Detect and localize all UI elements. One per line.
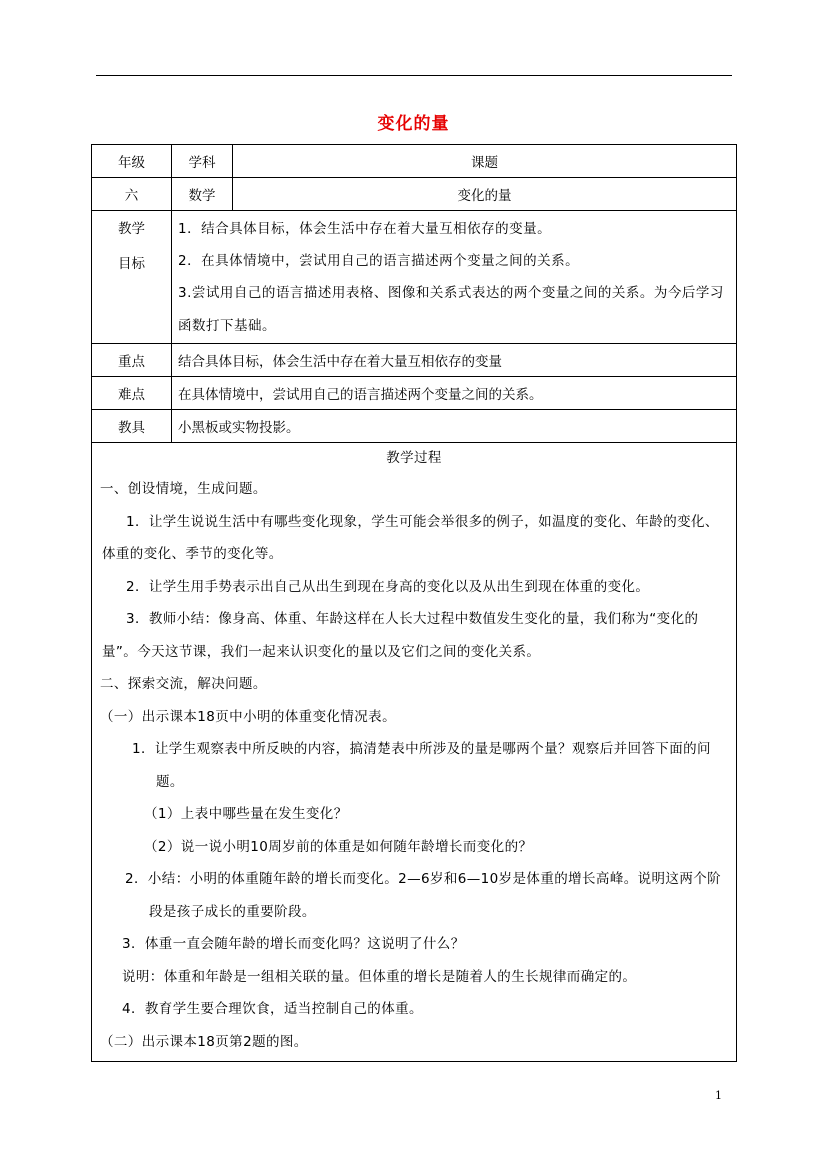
objective-item: 3.尝试用自己的语言描述用表格、图像和关系式表达的两个变量之间的关系。为今后学习函数打下基础。 xyxy=(178,285,724,334)
header-subject: 学科 xyxy=(172,145,233,178)
key-points-row xyxy=(92,344,737,377)
process-line: 一、创设情境，生成问题。 xyxy=(100,481,267,497)
header-grade: 年级 xyxy=(92,145,172,178)
objectives-row xyxy=(92,211,737,344)
objective-item: 1．结合具体目标，体会生活中存在着大量互相依存的变量。 xyxy=(178,221,552,237)
process-line: 2．小结：小明的体重随年龄的增长而变化。2—6岁和6—10岁是体重的增长高峰。说明这两个阶段是孩子成长的重要阶段。 xyxy=(125,871,722,920)
header-topic: 课题 xyxy=(233,145,737,178)
process-line: 1．让学生说说生活中有哪些变化现象，学生可能会举很多的例子，如温度的变化、年龄的变化、体重的变化、季节的变化等。 xyxy=(102,513,719,562)
process-title: 教学过程 xyxy=(386,450,442,466)
process-line: 二、探索交流，解决问题。 xyxy=(100,676,267,692)
process-line: （2）说一说小明10周岁前的体重是如何随年龄增长而变化的？ xyxy=(144,838,533,855)
process-line: （1）上表中哪些量在发生变化？ xyxy=(144,806,348,822)
process-line: 3．体重一直会随年龄的增长而变化吗？这说明了什么？ xyxy=(122,936,465,952)
difficulties-text: 在具体情境中，尝试用自己的语言描述两个变量之间的关系。 xyxy=(172,377,737,410)
grade-value: 六 xyxy=(92,178,172,211)
tools-label: 教具 xyxy=(92,410,172,443)
document-title: 变化的量 xyxy=(377,114,450,134)
process-row xyxy=(92,443,737,1062)
tools-text: 小黑板或实物投影。 xyxy=(172,410,737,443)
process-line: （一）出示课本18页中小明的体重变化情况表。 xyxy=(100,708,396,725)
difficulties-row xyxy=(92,377,737,410)
objective-item: 2．在具体情境中，尝试用自己的语言描述两个变量之间的关系。 xyxy=(178,253,580,269)
process-line: 3．教师小结：像身高、体重、年龄这样在人长大过程中数值发生变化的量，我们称为“变化的量”。今天这节课，我们一起来认识变化的量以及它们之间的变化关系。 xyxy=(102,611,699,660)
header-rule xyxy=(96,75,732,76)
table-header-row xyxy=(92,145,737,178)
process-line: （二）出示课本18页第2题的图。 xyxy=(100,1033,308,1050)
objectives-label xyxy=(92,211,172,344)
key-points-text: 结合具体目标，体会生活中存在着大量互相依存的变量 xyxy=(172,344,737,377)
teaching-process xyxy=(92,443,737,1062)
difficulties-label: 难点 xyxy=(92,377,172,410)
lesson-plan-table xyxy=(91,144,737,1062)
tools-row xyxy=(92,410,737,443)
process-line: 4．教育学生要合理饮食，适当控制自己的体重。 xyxy=(122,1001,423,1017)
page-number: 1 xyxy=(715,1089,722,1102)
process-line: 2．让学生用手势表示出自己从出生到现在身高的变化以及从出生到现在体重的变化。 xyxy=(126,578,650,595)
table-info-row xyxy=(92,178,737,211)
objectives-label-line2: 目标 xyxy=(118,256,145,272)
process-line: 说明：体重和年龄是一组相关联的量。但体重的增长是随着人的生长规律而确定的。 xyxy=(122,968,637,985)
objectives-label-line1: 教学 xyxy=(118,221,145,237)
topic-value: 变化的量 xyxy=(233,178,737,211)
objectives-list xyxy=(172,211,737,344)
process-line: 1．让学生观察表中所反映的内容，搞清楚表中所涉及的量是哪两个量？观察后并回答下面的问题。 xyxy=(132,741,711,790)
key-points-label: 重点 xyxy=(92,344,172,377)
subject-value: 数学 xyxy=(172,178,233,211)
